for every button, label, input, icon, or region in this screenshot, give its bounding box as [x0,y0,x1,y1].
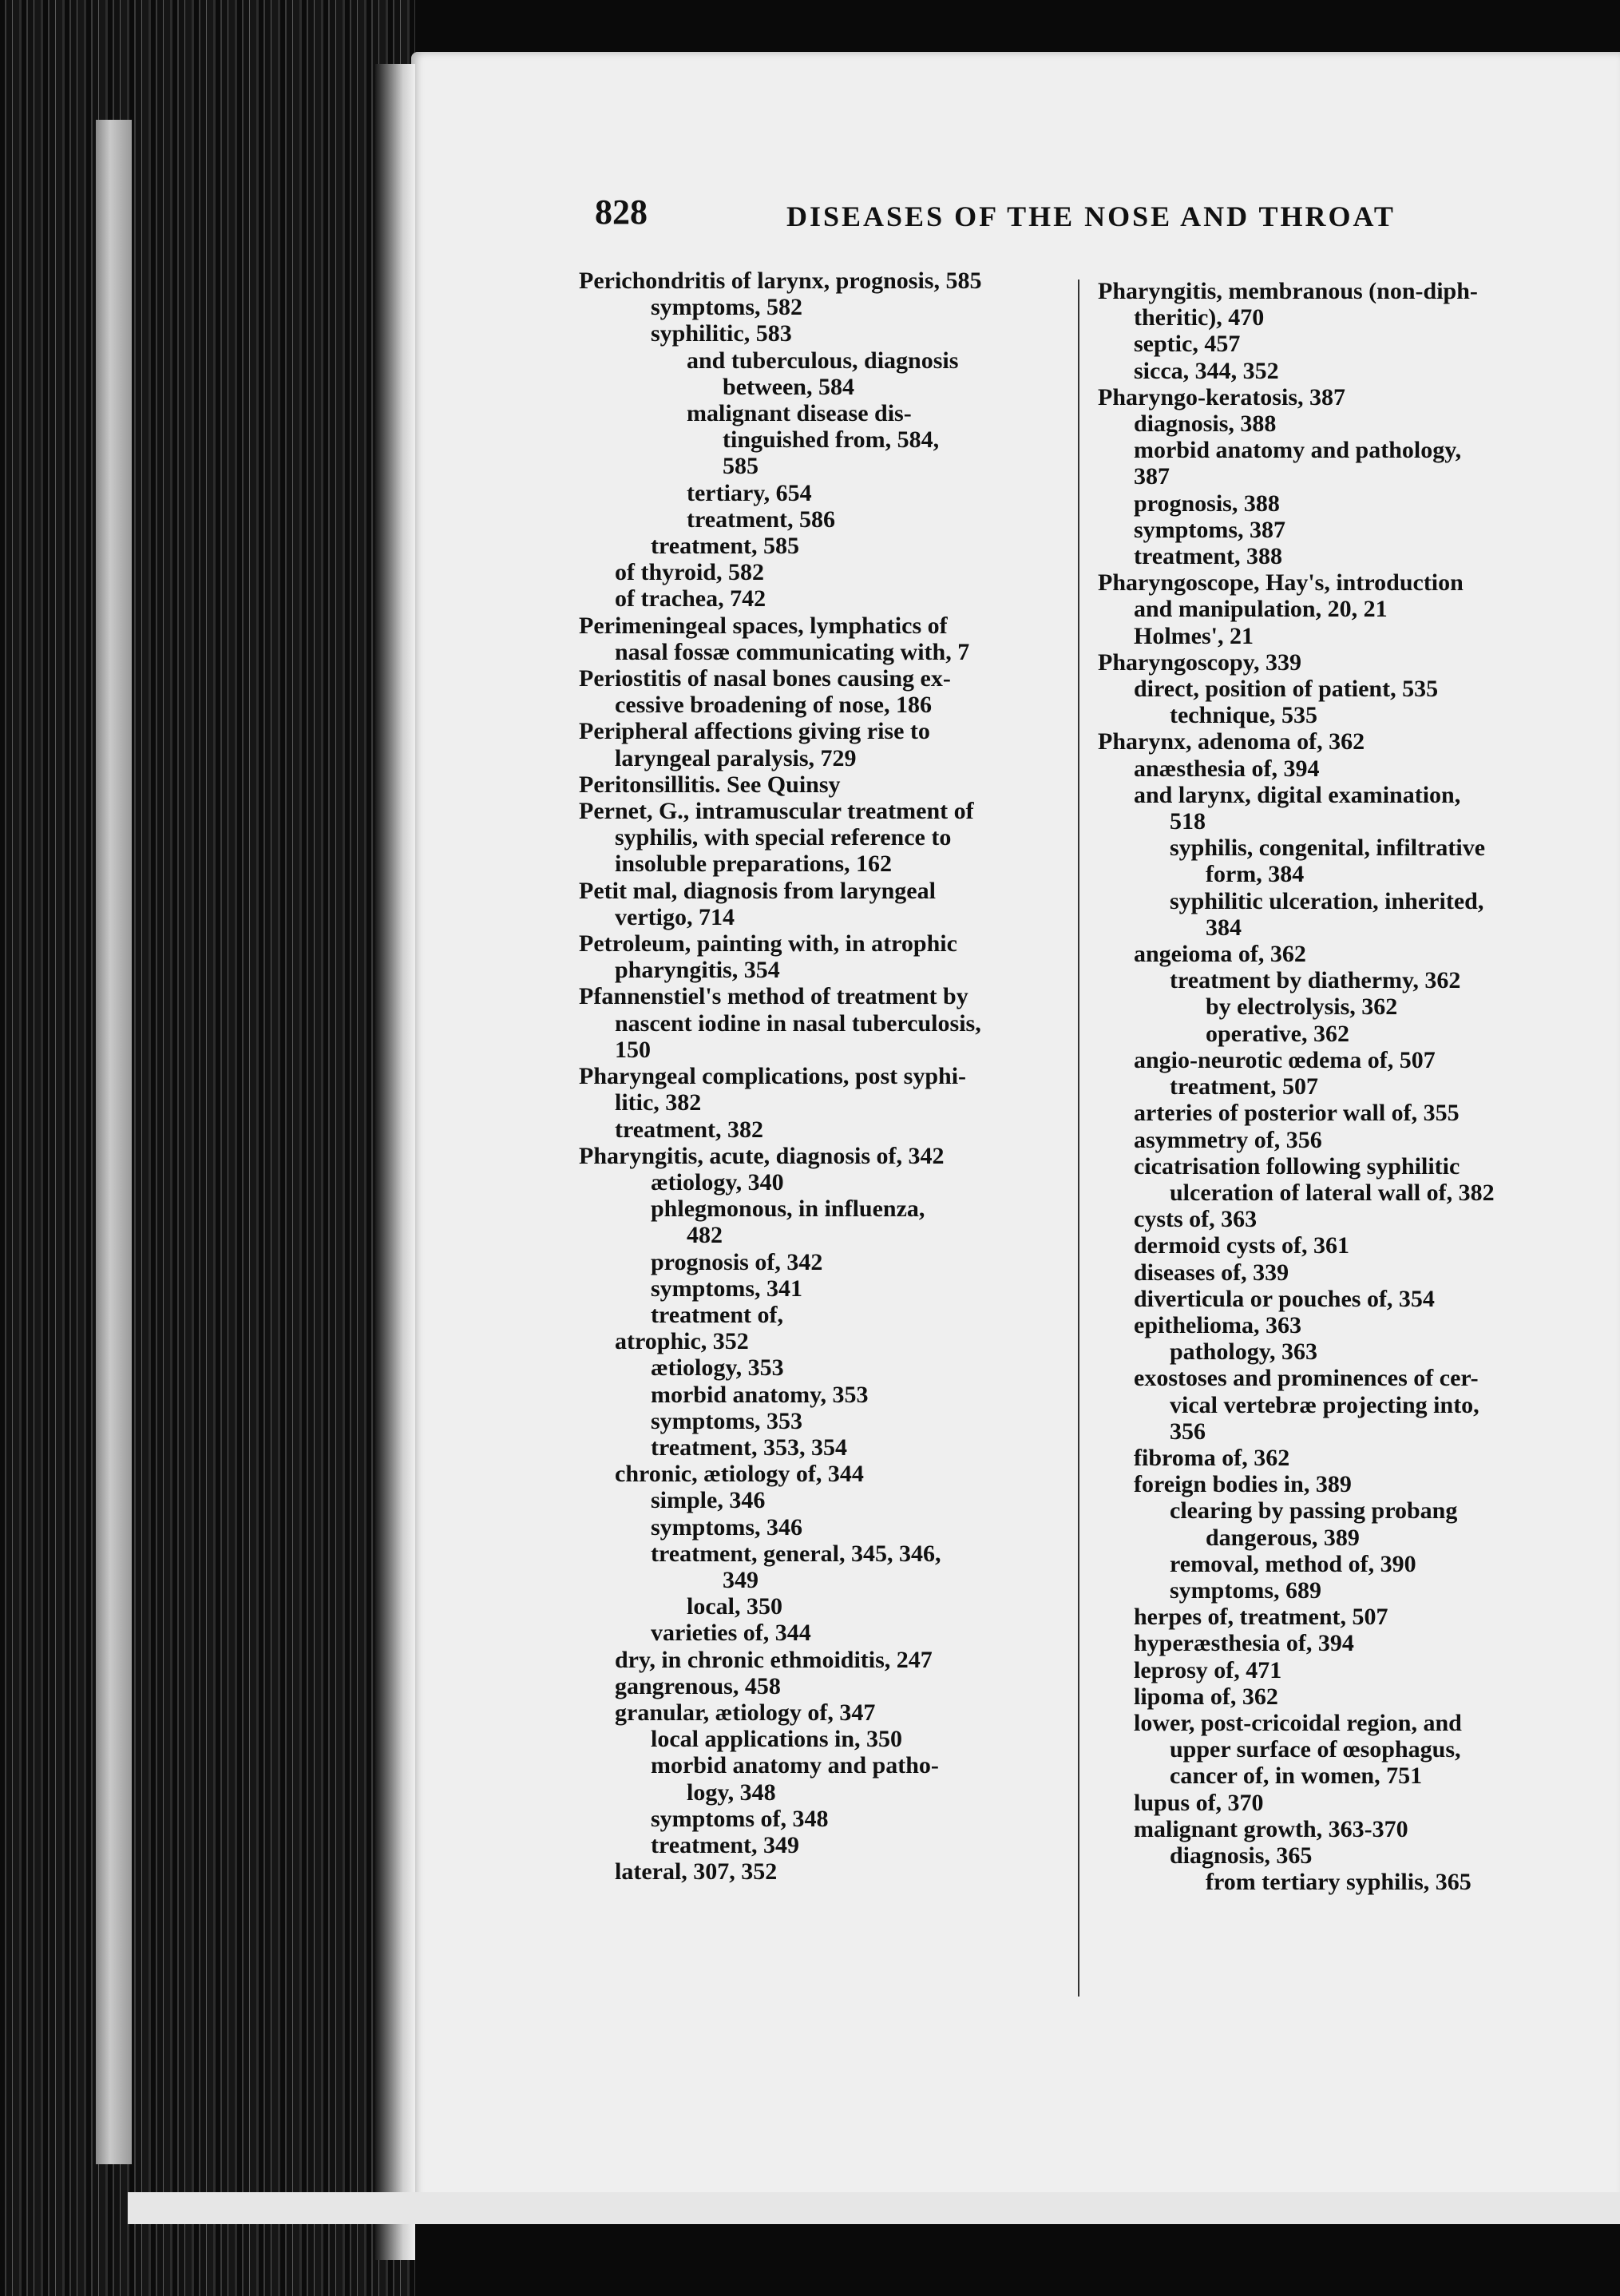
index-entry: Pharyngo-keratosis, 387 [1098,383,1345,410]
index-entry: dermoid cysts of, 361 [1134,1232,1349,1259]
index-entry: treatment by diathermy, 362 [1170,967,1461,994]
index-entry: Pharyngitis, acute, diagnosis of, 342 [579,1142,945,1169]
index-entry: treatment, 382 [615,1116,764,1143]
index-entry: nasal fossæ communicating with, 7 [615,638,970,665]
running-title: DISEASES OF THE NOSE AND THROAT [786,200,1396,232]
index-entry: treatment of, [651,1301,784,1328]
index-entry: Pharyngoscopy, 339 [1098,648,1302,676]
index-entry: atrophic, 352 [615,1328,749,1355]
index-entry: treatment, 585 [651,533,800,560]
index-entry: prognosis of, 342 [651,1248,823,1275]
index-entry: epithelioma, 363 [1134,1311,1301,1338]
index-entry: herpes of, treatment, 507 [1134,1604,1388,1631]
index-column-right [1098,278,1589,1895]
index-entry: diagnosis, 365 [1170,1842,1313,1869]
index-entry: Pharyngeal complications, post syphi- [579,1063,967,1090]
index-entry: treatment, 353, 354 [651,1434,848,1461]
index-entry: from tertiary syphilis, 365 [1206,1869,1471,1896]
index-entry: logy, 348 [687,1779,776,1806]
index-entry: and larynx, digital examination, [1134,781,1461,808]
index-entry: treatment, general, 345, 346, [651,1540,941,1567]
index-entry: symptoms of, 348 [651,1805,829,1832]
index-entry: nascent iodine in nasal tuberculosis, [615,1009,981,1037]
index-entry: simple, 346 [651,1487,766,1514]
index-entry: Pharyngoscope, Hay's, introduction [1098,569,1464,597]
index-entry: form, 384 [1206,861,1305,888]
page-header [595,192,1569,248]
index-entry: prognosis, 388 [1134,490,1280,517]
index-entry: asymmetry of, 356 [1134,1126,1322,1153]
index-entry: 150 [615,1036,651,1063]
index-entry: Petit mal, diagnosis from laryngeal [579,877,936,904]
index-entry: pathology, 363 [1170,1338,1318,1366]
index-entry: Petroleum, painting with, in atrophic [579,930,957,958]
index-entry: Pharyngitis, membranous (non-diph- [1098,278,1478,304]
index-entry: hyperæsthesia of, 394 [1134,1630,1354,1657]
index-entry: 384 [1206,914,1242,941]
index-entry: upper surface of œsophagus, [1170,1736,1461,1763]
index-entry: tinguished from, 584, [723,426,940,454]
index-entry: vical vertebræ projecting into, [1170,1391,1479,1418]
index-entry: 518 [1170,808,1206,835]
index-entry: Peripheral affections giving rise to [579,718,930,745]
index-entry: cysts of, 363 [1134,1206,1258,1233]
index-entry: vertigo, 714 [615,903,735,930]
index-entry: cicatrisation following syphilitic [1134,1152,1460,1180]
page-number: 828 [595,192,648,232]
index-entry: leprosy of, 471 [1134,1656,1282,1683]
index-entry: dry, in chronic ethmoiditis, 247 [615,1646,933,1673]
index-entry: exostoses and prominences of cer- [1134,1365,1479,1392]
index-entry: syphilitic ulceration, inherited, [1170,887,1484,914]
index-entry: local, 350 [687,1593,782,1620]
index-entry: laryngeal paralysis, 729 [615,744,857,771]
index-entry: between, 584 [723,373,854,400]
index-entry: Pernet, G., intramuscular treatment of [579,798,974,825]
index-entry: diagnosis, 388 [1134,410,1277,438]
index-entry: treatment, 349 [651,1831,800,1858]
index-entry: phlegmonous, in influenza, [651,1196,925,1223]
index-entry: of trachea, 742 [615,585,766,613]
index-entry: morbid anatomy and pathology, [1134,437,1462,464]
index-entry: morbid anatomy, 353 [651,1381,869,1408]
index-entry: granular, ætiology of, 347 [615,1699,876,1726]
index-entry: ætiology, 353 [651,1354,784,1382]
index-entry: symptoms, 387 [1134,516,1286,543]
index-entry: clearing by passing probang [1170,1497,1458,1525]
page-gutter [375,64,415,2260]
index-entry: lipoma of, 362 [1134,1683,1278,1710]
index-entry: angio-neurotic œdema of, 507 [1134,1046,1436,1073]
index-entry: Pharynx, adenoma of, 362 [1098,728,1365,755]
index-entry: technique, 535 [1170,702,1318,729]
index-entry: diverticula or pouches of, 354 [1134,1285,1435,1312]
index-entry: varieties of, 344 [651,1620,811,1647]
index-column-left [579,268,1082,1885]
index-entry: Pfannenstiel's method of treatment by [579,983,968,1010]
index-entry: cancer of, in women, 751 [1170,1763,1423,1790]
index-entry: litic, 382 [615,1089,702,1116]
index-entry: ætiology, 340 [651,1168,784,1196]
column-divider [1078,280,1079,1997]
index-entry: of thyroid, 582 [615,559,764,586]
binding-strip [96,120,132,2164]
index-entry: chronic, ætiology of, 344 [615,1461,864,1488]
index-entry: Perimeningeal spaces, lymphatics of [579,612,948,639]
index-entry: treatment, 586 [687,506,836,533]
index-entry: 387 [1134,463,1170,490]
index-entry: morbid anatomy and patho- [651,1752,939,1779]
index-entry: foreign bodies in, 389 [1134,1471,1352,1498]
index-entry: dangerous, 389 [1206,1524,1360,1551]
index-entry: sicca, 344, 352 [1134,357,1279,384]
index-entry: lateral, 307, 352 [615,1858,778,1886]
index-entry: operative, 362 [1206,1020,1349,1047]
index-entry: treatment, 388 [1134,543,1283,570]
index-entry: arteries of posterior wall of, 355 [1134,1100,1460,1127]
index-entry: 585 [723,453,759,480]
index-entry: 349 [723,1566,759,1593]
index-entry: and tuberculous, diagnosis [687,347,959,374]
index-entry: 356 [1170,1418,1206,1445]
index-entry: Perichondritis of larynx, prognosis, 585 [579,268,982,294]
index-entry: removal, method of, 390 [1170,1550,1416,1577]
index-entry: lupus of, 370 [1134,1789,1264,1816]
index-entry: malignant disease dis- [687,400,912,427]
index-entry: tertiary, 654 [687,479,812,506]
index-entry: direct, position of patient, 535 [1134,676,1439,703]
index-entry: insoluble preparations, 162 [615,851,893,878]
index-entry: treatment, 507 [1170,1073,1319,1100]
index-entry: syphilis, congenital, infiltrative [1170,835,1486,862]
page-bottom-edge [128,2192,1620,2224]
index-entry: angeioma of, 362 [1134,941,1306,968]
index-entry: symptoms, 341 [651,1275,803,1302]
index-entry: 482 [687,1222,723,1249]
index-entry: Periostitis of nasal bones causing ex- [579,665,951,692]
index-entry: diseases of, 339 [1134,1259,1289,1286]
index-entry: lower, post-cricoidal region, and [1134,1709,1462,1736]
index-entry: theritic), 470 [1134,304,1265,331]
index-entry: symptoms, 353 [651,1407,803,1434]
index-entry: malignant growth, 363-370 [1134,1815,1408,1842]
index-entry: symptoms, 689 [1170,1576,1322,1604]
index-entry: syphilis, with special reference to [615,824,952,851]
index-entry: and manipulation, 20, 21 [1134,596,1388,623]
index-entry: anæsthesia of, 394 [1134,755,1320,782]
index-entry: Holmes', 21 [1134,622,1254,649]
index-entry: by electrolysis, 362 [1206,993,1398,1021]
index-entry: Peritonsillitis. See Quinsy [579,771,841,798]
index-entry: cessive broadening of nose, 186 [615,692,932,719]
index-entry: gangrenous, 458 [615,1672,781,1699]
index-entry: fibroma of, 362 [1134,1444,1290,1471]
index-entry: ulceration of lateral wall of, 382 [1170,1179,1495,1206]
index-entry: pharyngitis, 354 [615,957,780,984]
index-entry: symptoms, 582 [651,294,803,321]
book-binding [0,0,415,2296]
index-entry: syphilitic, 583 [651,320,792,347]
index-entry: local applications in, 350 [651,1726,903,1753]
index-entry: symptoms, 346 [651,1513,803,1541]
index-entry: septic, 457 [1134,331,1241,358]
